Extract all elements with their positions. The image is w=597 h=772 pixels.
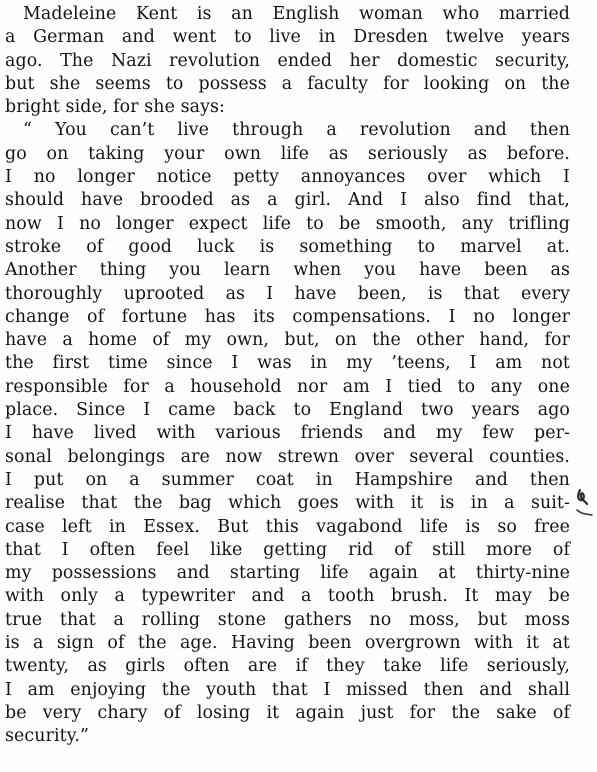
text-line: my possessions and starting life again at thirty-nine	[5, 563, 570, 584]
text-line: case left in Essex. But this vagabond life is so free	[5, 516, 570, 537]
text-line: go on taking your own life as seriously as before.	[5, 143, 570, 164]
paragraph-intro	[5, 3, 570, 119]
text-line: is a sign of the age. Having been overgrown with it at	[5, 633, 570, 654]
paragraph-quote	[5, 119, 570, 748]
text-line: I have lived with various friends and my few per-	[5, 423, 570, 444]
text-line: ago. The Nazi revolution ended her domestic security,	[5, 50, 570, 71]
text-line: realise that the bag which goes with it is in a suit-	[5, 493, 570, 514]
text-line: twenty, as girls often are if they take life seriously,	[5, 656, 570, 677]
text-line: with only a typewriter and a tooth brush. It may be	[5, 586, 570, 607]
text-line: security.”	[5, 726, 89, 747]
text-line: Another thing you learn when you have been as	[5, 260, 570, 281]
text-line: I put on a summer coat in Hampshire and then	[5, 469, 570, 490]
text-line: thoroughly uprooted as I have been, is that every	[5, 283, 570, 304]
article-text	[5, 3, 570, 749]
text-line: place. Since I came back to England two years ago	[5, 400, 570, 421]
text-line: I am enjoying the youth that I missed then and shall	[5, 679, 570, 700]
text-line: bright side, for she says:	[5, 97, 226, 118]
text-line: sonal belongings are now strewn over several counties.	[5, 446, 570, 467]
text-line: responsible for a household nor am I tied to any one	[5, 376, 570, 397]
text-line: have a home of my own, but, on the other hand, for	[5, 330, 570, 351]
text-line: the first time since I was in my ’teens, I am not	[5, 353, 570, 374]
text-line: be very chary of losing it again just for the sake of	[5, 702, 570, 723]
handwritten-pencil-mark-icon	[574, 486, 594, 522]
text-line: I no longer notice petty annoyances over which I	[5, 167, 570, 188]
text-line: a German and went to live in Dresden twelve years	[5, 27, 570, 48]
text-line: change of fortune has its compensations. I no longer	[5, 306, 570, 327]
text-line: but she seems to possess a faculty for looking on the	[5, 73, 570, 94]
text-line: that I often feel like getting rid of still more of	[5, 539, 570, 560]
text-line: true that a rolling stone gathers no moss, but moss	[5, 609, 570, 630]
text-line: stroke of good luck is something to marvel at.	[5, 236, 570, 257]
text-line: “ You can’t live through a revolution and then	[23, 120, 570, 141]
text-line: Madeleine Kent is an English woman who married	[23, 4, 570, 24]
text-line: should have brooded as a girl. And I also find that,	[5, 190, 570, 211]
text-line: now I no longer expect life to be smooth, any trifling	[5, 213, 570, 234]
